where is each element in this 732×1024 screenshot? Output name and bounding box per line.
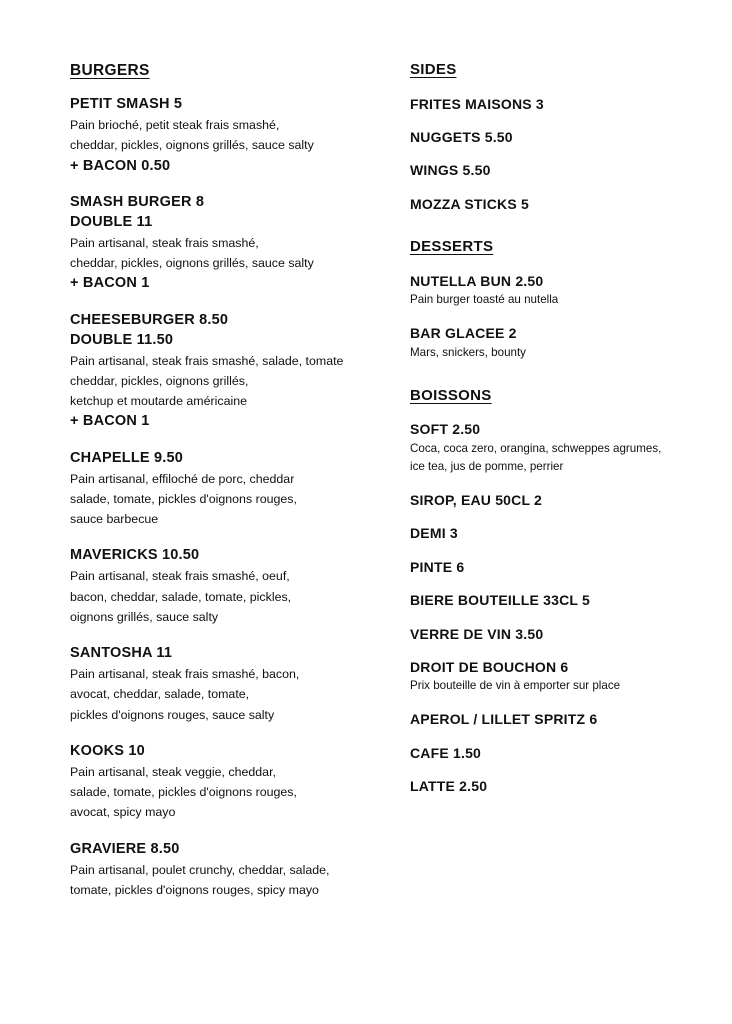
menu-item <box>410 272 670 309</box>
menu-item <box>410 591 670 609</box>
menu-left-column <box>70 62 410 917</box>
item-name: NUGGETS 5.50 <box>410 128 513 145</box>
item-description: Mars, snickers, bounty <box>410 345 526 359</box>
item-name: KOOKS 10 <box>70 742 145 759</box>
item-description: Pain artisanal, steak veggie, cheddar, salade, tomate, pickles d'oignons rouges, avocat, spicy mayo <box>70 765 297 820</box>
menu-item <box>410 625 670 643</box>
menu-item <box>410 524 670 542</box>
menu-item <box>410 95 670 113</box>
item-name-secondary: DOUBLE 11 <box>70 213 153 230</box>
item-name: MAVERICKS 10.50 <box>70 547 200 564</box>
item-extra: + BACON 0.50 <box>70 157 171 174</box>
menu-item <box>70 644 410 725</box>
item-description: Pain brioché, petit steak frais smashé, cheddar, pickles, oignons grillés, sauce salty <box>70 118 314 153</box>
item-name: VERRE DE VIN 3.50 <box>410 625 544 642</box>
item-name: BIERE BOUTEILLE 33CL 5 <box>410 592 590 609</box>
menu-item <box>70 449 410 530</box>
item-name: CAFE 1.50 <box>410 744 482 761</box>
item-name: DROIT DE BOUCHON 6 <box>410 659 569 675</box>
menu-item <box>410 710 670 728</box>
item-extra: + BACON 1 <box>70 413 150 430</box>
item-description: Pain artisanal, steak frais smashé, salade, tomate cheddar, pickles, oignons grillés, ketchup et moutarde américaine <box>70 353 344 409</box>
menu-item <box>70 546 410 627</box>
item-name: NUTELLA BUN 2.50 <box>410 272 544 289</box>
item-name: CHAPELLE 9.50 <box>70 449 183 466</box>
item-description: Pain artisanal, poulet crunchy, cheddar, salade, tomate, pickles d'oignons rouges, spicy mayo <box>70 862 330 898</box>
menu-item <box>410 161 670 179</box>
item-name: SIROP, EAU 50CL 2 <box>410 491 543 508</box>
item-name: GRAVIERE 8.50 <box>70 840 180 857</box>
menu-item <box>410 128 670 146</box>
item-name: PINTE 6 <box>410 558 465 575</box>
menu-item <box>410 420 670 475</box>
item-name: CHEESEBURGER 8.50 <box>70 311 229 328</box>
item-name-secondary: DOUBLE 11.50 <box>70 331 174 348</box>
menu-item <box>410 658 670 695</box>
menu-right-column <box>410 62 670 811</box>
item-name: APEROL / LILLET SPRITZ 6 <box>410 711 598 728</box>
section-title-burgers: BURGERS <box>70 62 150 79</box>
item-extra: + BACON 1 <box>70 275 150 292</box>
section-boissons <box>410 388 670 796</box>
menu-item <box>70 840 410 901</box>
item-name: WINGS 5.50 <box>410 162 491 179</box>
item-name: SOFT 2.50 <box>410 421 481 438</box>
menu-item <box>410 777 670 795</box>
item-name: PETIT SMASH 5 <box>70 96 183 113</box>
section-title-desserts: DESSERTS <box>410 238 494 256</box>
item-name: SANTOSHA 11 <box>70 645 173 662</box>
menu-item <box>70 742 410 823</box>
item-name: FRITES MAISONS 3 <box>410 95 544 112</box>
menu-item <box>70 95 410 176</box>
item-description: Coca, coca zero, orangina, schweppes agrumes, ice tea, jus de pomme, perrier <box>410 441 662 473</box>
item-name: LATTE 2.50 <box>410 778 488 795</box>
menu-item <box>70 311 410 432</box>
item-name: DEMI 3 <box>410 525 458 542</box>
menu-item <box>410 491 670 509</box>
section-burgers <box>70 62 410 900</box>
menu-item <box>410 744 670 762</box>
section-title-sides: SIDES <box>410 61 457 78</box>
item-description: Pain artisanal, effiloché de porc, cheddar salade, tomate, pickles d'oignons rouges, sauce barbecue <box>70 471 297 527</box>
item-name: MOZZA STICKS 5 <box>410 195 529 212</box>
item-name: SMASH BURGER 8 <box>70 193 205 210</box>
item-description: Prix bouteille de vin à emporter sur place <box>410 679 621 693</box>
menu-item <box>70 193 410 294</box>
item-description: Pain burger toasté au nutella <box>410 293 559 307</box>
menu-item <box>410 324 670 361</box>
menu-item <box>410 558 670 576</box>
menu-item <box>410 195 670 213</box>
item-description: Pain artisanal, steak frais smashé, cheddar, pickles, oignons grillés, sauce salty <box>70 235 314 271</box>
section-title-boissons: BOISSONS <box>410 386 492 404</box>
menu-columns <box>0 62 732 917</box>
item-description: Pain artisanal, steak frais smashé, bacon, avocat, cheddar, salade, tomate, pickles d'oignons rouges, sauce salty <box>70 667 300 722</box>
section-sides <box>410 62 670 213</box>
section-desserts <box>410 239 670 361</box>
item-name: BAR GLACEE 2 <box>410 325 517 342</box>
item-description: Pain artisanal, steak frais smashé, oeuf, bacon, cheddar, salade, tomate, pickles, oignons grillés, sauce salty <box>70 569 292 624</box>
